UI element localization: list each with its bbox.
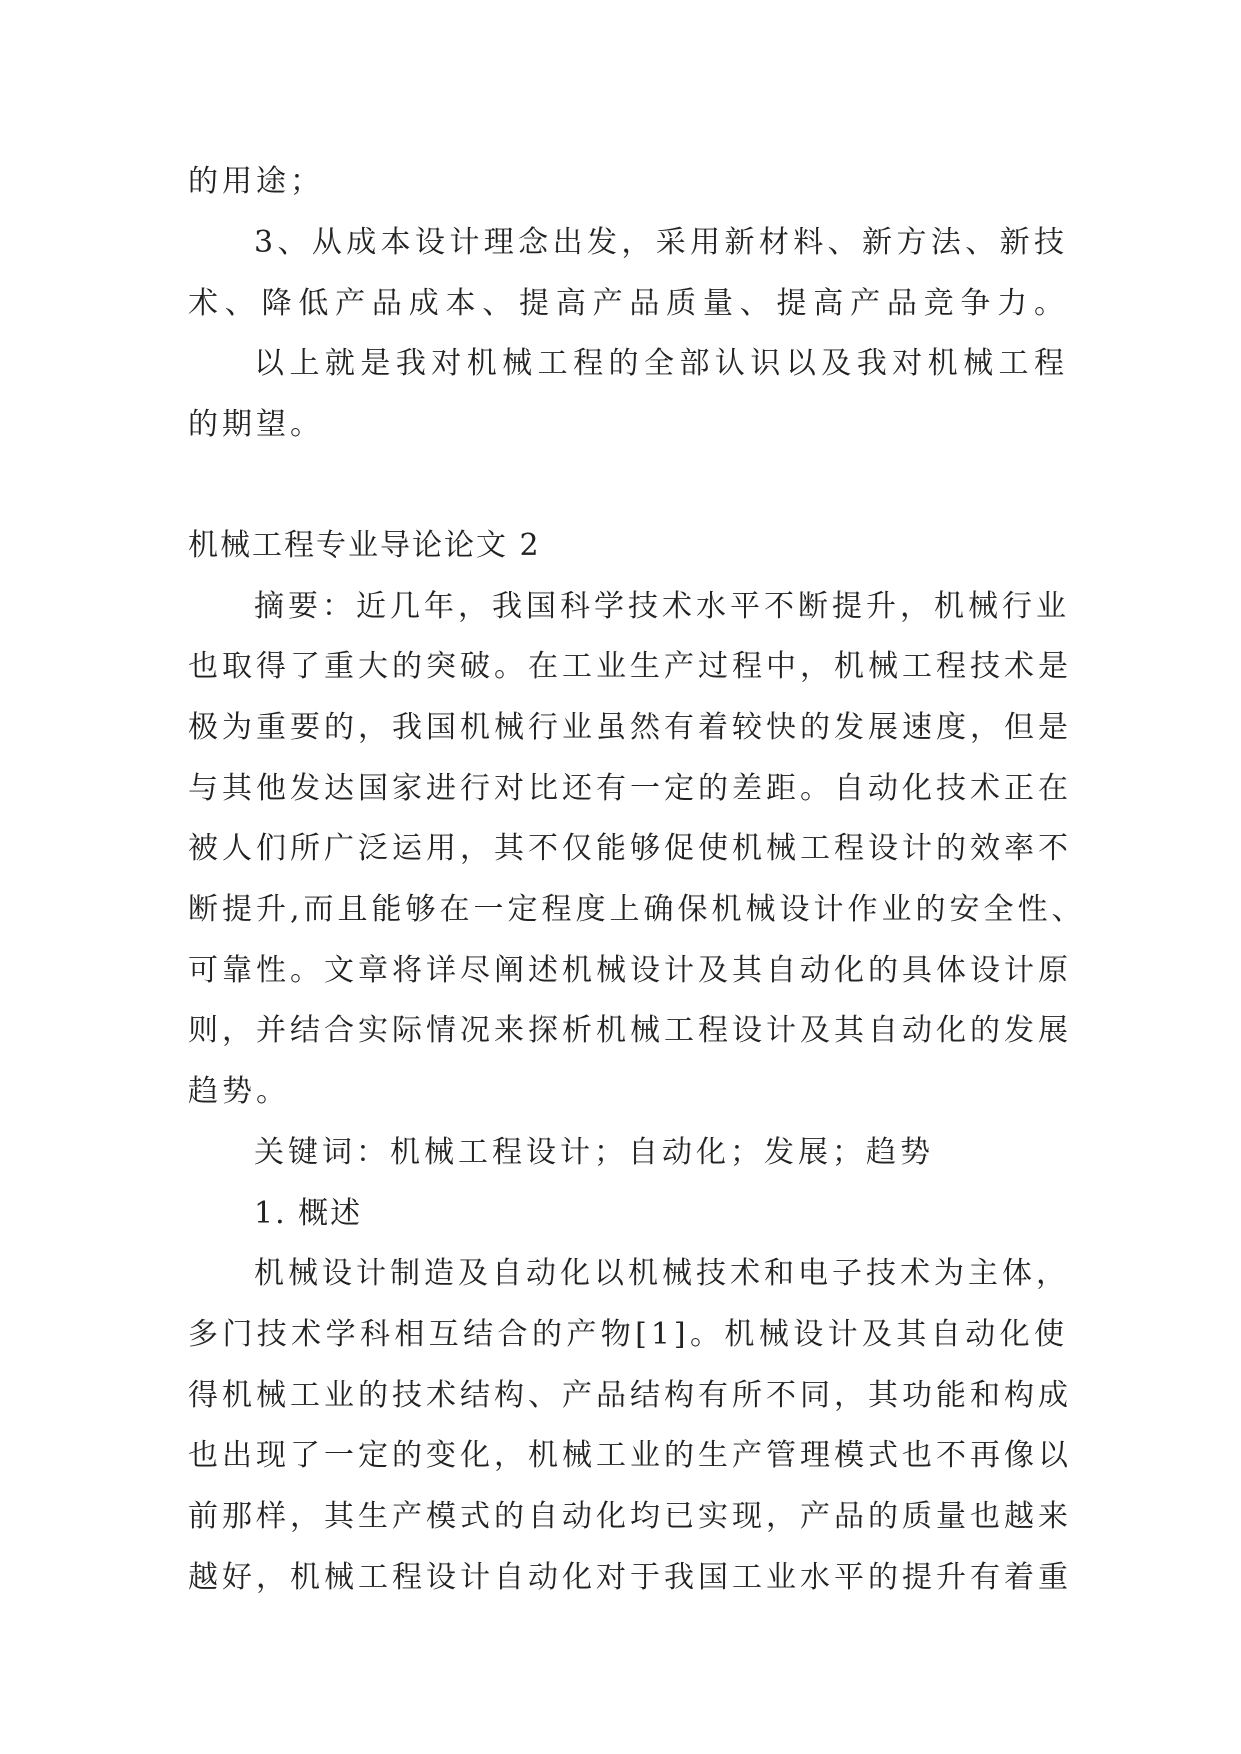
abstract-line: 摘要：近几年，我国科学技术水平不断提升，机械行业 — [254, 589, 1070, 624]
overview-line: 得机械工业的技术结构、产品结构有所不同，其功能和构成 — [188, 1378, 1072, 1413]
abstract-line: 也取得了重大的突破。在工业生产过程中，机械工程技术是 — [188, 649, 1072, 684]
overview-line: 机械设计制造及自动化以机械技术和电子技术为主体， — [254, 1256, 1070, 1291]
abstract-line: 可靠性。文章将详尽阐述机械设计及其自动化的具体设计原 — [188, 953, 1072, 988]
abstract-line: 则，并结合实际情况来探析机械工程设计及其自动化的发展 — [188, 1013, 1072, 1048]
text-line: 以上就是我对机械工程的全部认识以及我对机械工程 — [254, 346, 1068, 381]
abstract-line: 被人们所广泛运用，其不仅能够促使机械工程设计的效率不 — [188, 831, 1072, 866]
text-line: 术、降低产品成本、提高产品质量、提高产品竞争力。 — [188, 286, 1068, 321]
abstract-line: 与其他发达国家进行对比还有一定的差距。自动化技术正在 — [188, 771, 1072, 806]
overview-line: 多门技术学科相互结合的产物[1]。机械设计及其自动化使 — [188, 1317, 1068, 1352]
text-line: 的期望。 — [188, 407, 324, 442]
abstract-line: 趋势。 — [188, 1074, 290, 1109]
overview-line: 越好，机械工程设计自动化对于我国工业水平的提升有着重 — [188, 1560, 1072, 1595]
section-title: 机械工程专业导论论文 2 — [188, 528, 541, 563]
abstract-line: 极为重要的，我国机械行业虽然有着较快的发展速度，但是 — [188, 710, 1072, 745]
abstract-line: 断提升,而且能够在一定程度上确保机械设计作业的安全性、 — [188, 892, 1086, 927]
overview-line: 前那样，其生产模式的自动化均已实现，产品的质量也越来 — [188, 1499, 1072, 1534]
keywords-line: 关键词：机械工程设计；自动化；发展；趋势 — [254, 1135, 934, 1170]
text-line: 的用途； — [188, 164, 324, 199]
subsection-heading: 1. 概述 — [254, 1196, 363, 1231]
overview-line: 也出现了一定的变化，机械工业的生产管理模式也不再像以 — [188, 1438, 1072, 1473]
text-line: 3、从成本设计理念出发，采用新材料、新方法、新技 — [254, 225, 1068, 260]
